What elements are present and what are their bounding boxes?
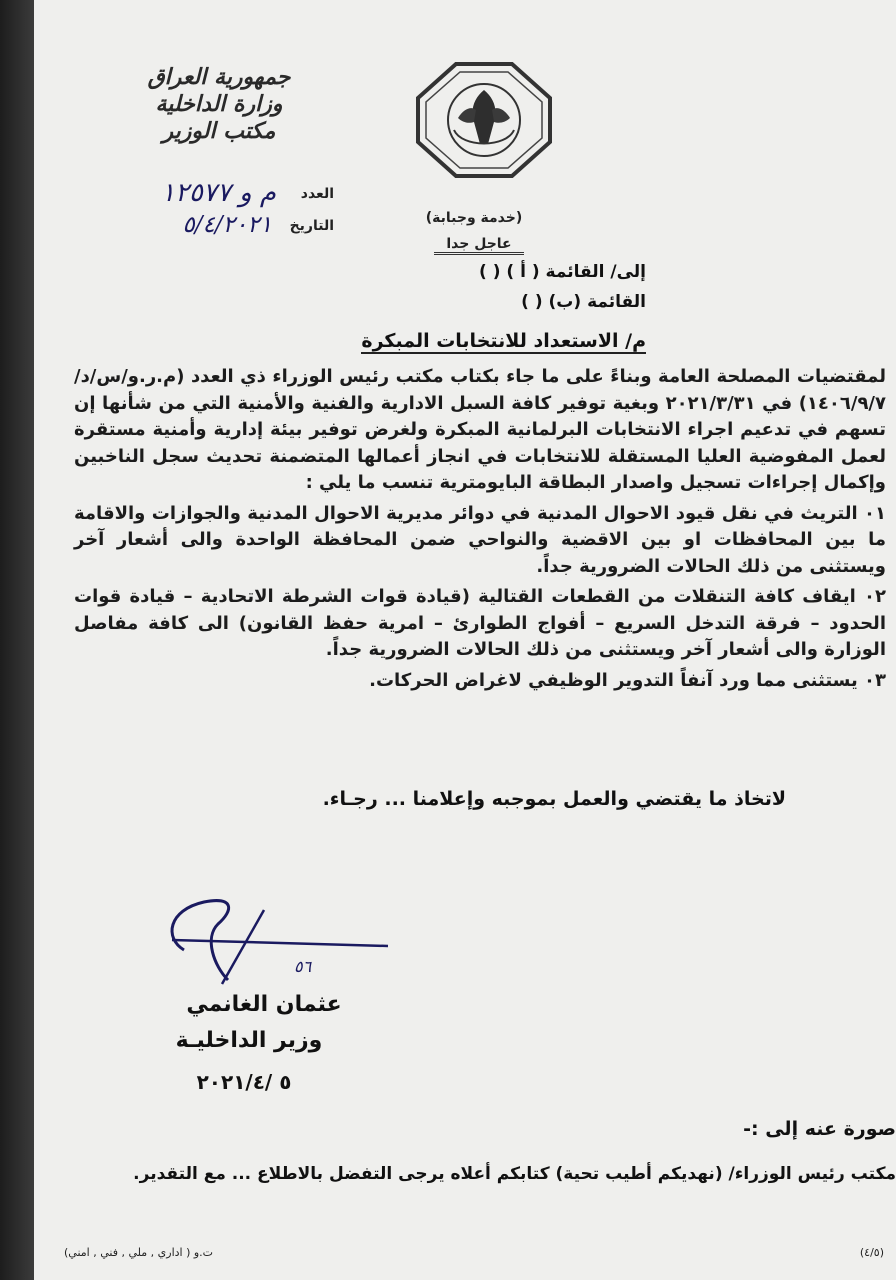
letterhead-line: مكتب الوزير [162, 118, 276, 144]
body-item: ٠١ التريث في نقل قيود الاحوال المدنية في دوائر مديرية الاحوال المدنية والجوازات والاقامة ما بين المحافظات او بين الاقضية والنواحي ضمن المحافظة الواحدة والى أشعار آخر ويستثنى من ذلك الحالات الضرورية جداً. [74, 502, 886, 577]
signer-title: وزير الداخليـة [175, 1028, 323, 1053]
body-item: ٠٢ ايقاف كافة التنقلات من القطعات القتالية (قيادة قوات الشرطة الاتحادية – قيادة قوات الحدود – فرقة التدخل السريع – أفواج الطوارئ – امرية حفظ القانون) الى كافة مفاصل الوزارة والى أشعار آخر ويستثنى من ذلك الحالات الضرورية جداً. [74, 586, 886, 660]
body-intro: لمقتضيات المصلحة العامة وبناءً على ما جاء بكتاب مكتب رئيس الوزراء ذي العدد (م.ر.و/س/د/١٤٠٦/٩/٧) في ٢٠٢١/٣/٣١ وبغية توفير كافة السبل الادارية والفنية والأمنية التي من شأنها إن تسهم في تدعيم اجراء الانتخابات البرلمانية المبكرة ولغرض توفير بيئة إدارية وأمنية مستقرة لعمل المفوضية العليا المستقلة للانتخابات في انجاز أعمالها المتضمنة تحديث سجل الناخبين وإكمال إجراءات تسجيل واصدار البطاقة البايومترية تنسب ما يلي : [74, 366, 886, 493]
letter-body [74, 364, 886, 694]
closing-request: لاتخاذ ما يقتضي والعمل بموجبه وإعلامنا ... رجـاء. [322, 788, 786, 810]
classification: (خدمة وجبابة) [425, 210, 523, 226]
date-value: ٥/٤/٢٠٢١ [182, 212, 272, 238]
letter-page [34, 0, 896, 1280]
recipient-list-a: إلى/ القائمة ( أ ) ( ) [479, 262, 646, 282]
signer-name: عثمان الغانمي [186, 992, 342, 1017]
signature-date: ٥ /٢٠٢١/٤ [196, 1070, 292, 1094]
number-label: العدد [300, 186, 334, 202]
body-item: ٠٣ يستثنى مما ورد آنفاً التدوير الوظيفي لاغراض الحركات. [369, 669, 886, 691]
page-edge-shadow [0, 0, 34, 1280]
urgency-label: عاجل جدا [434, 236, 524, 255]
subject-line: م/ الاستعداد للانتخابات المبكرة [361, 330, 646, 352]
letterhead-line: وزارة الداخلية [155, 91, 283, 117]
footer-distribution: ت.و ( اداري , ملي , فني , امني) [64, 1246, 214, 1259]
letterhead-line: جمهورية العراق [147, 64, 291, 90]
ministry-emblem-icon [414, 60, 554, 180]
letterhead [104, 64, 334, 145]
handwritten-signature [144, 880, 394, 990]
date-label: التاريخ [289, 218, 334, 234]
signature-mark: ٥٦ [294, 957, 312, 976]
copy-to-label: صورة عنه إلى :- [743, 1118, 896, 1140]
number-value: م و ١٢٥٧٧ [160, 178, 276, 208]
copy-to-line: مكتب رئيس الوزراء/ (نهديكم أطيب تحية) كتابكم أعلاه يرجى التفضل بالاطلاع ... مع التقدير. [133, 1164, 896, 1184]
footer-page-code: (٤/٥) [859, 1246, 884, 1259]
recipient-list-b: القائمة (ب) ( ) [521, 292, 646, 312]
